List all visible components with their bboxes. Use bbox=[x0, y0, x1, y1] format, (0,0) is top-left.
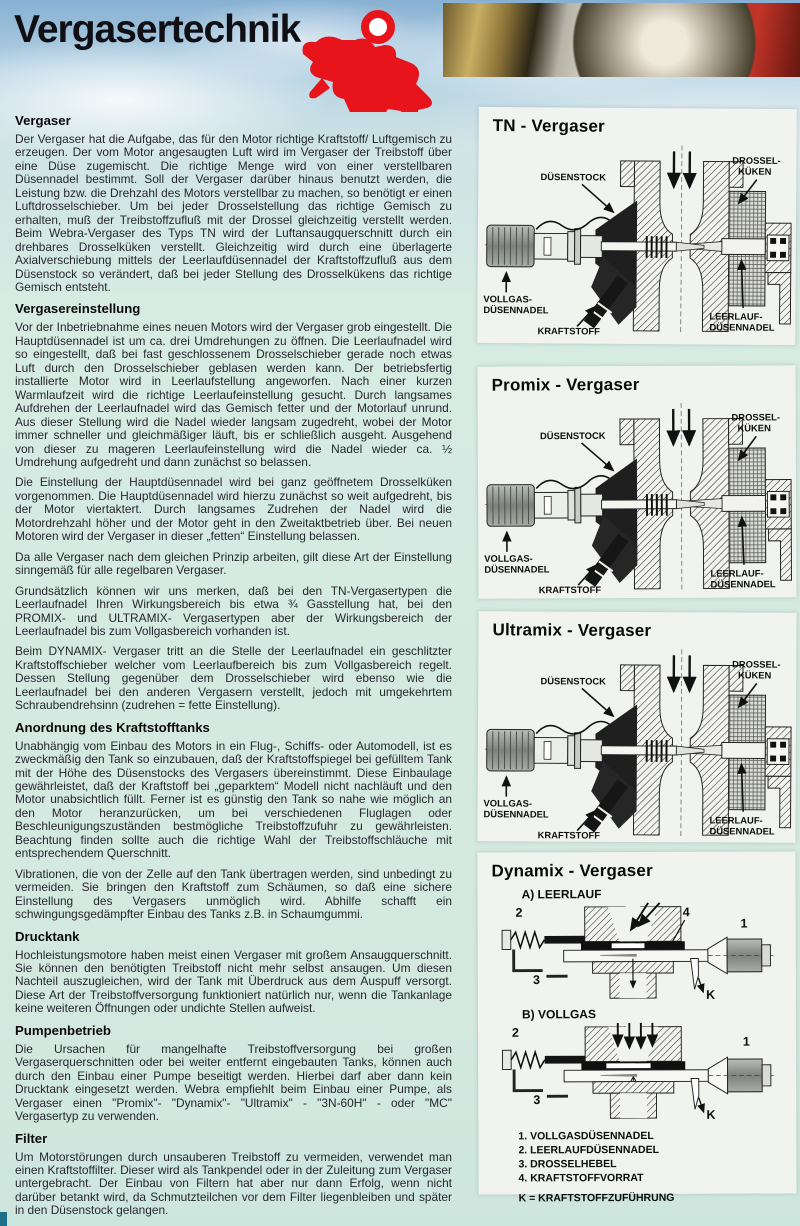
page-title: Vergasertechnik bbox=[14, 8, 301, 51]
svg-text:DROSSEL-: DROSSEL- bbox=[732, 659, 781, 670]
dynamix-sub-b-label: B) VOLLGAS bbox=[521, 1007, 596, 1022]
dynamix-legend bbox=[518, 1128, 796, 1205]
svg-text:3: 3 bbox=[532, 973, 540, 988]
legend-item: 2. LEERLAUFDÜSENNADEL bbox=[518, 1143, 660, 1157]
carburetor-cross-section bbox=[479, 396, 796, 595]
svg-text:KÜKEN: KÜKEN bbox=[737, 670, 772, 681]
dynamix-vollgas-diagram bbox=[487, 1020, 787, 1121]
diagram-panel-dynamix bbox=[477, 851, 796, 1205]
paragraph: Beim DYNAMIX- Vergaser tritt an die Stelle der Leerlaufnadel ein geschlitzter Kraftstoffschieber welcher vom Leerlaufbereich bis zum Vollgasbereich regelt. Dessen Stellung gegenüber dem Drosselschieber wird ebenso wie die Leerlaufnadel bei den anderen Vergasern verstellt, jedoch mit umgekehrtem Schraubendrehsinn (zudrehen = fette Einstellung). bbox=[15, 644, 452, 713]
paragraph: Unabhängig vom Einbau des Motors in ein Flug-, Schiffs- oder Automodell, ist es zweckmäßig den Tank so einzubauen, daß der Kraftstoffspiegel bei gefülltem Tank mit der Höhe des Düsenstocks des Vergasers übereinstimmt. Diese Einbaulage gewährleistet, daß der Kraftstoff bei „geparktem“ Modell nicht nachläuft und den Motor unabsichtlich füllt. Ferner ist es günstig den Tank so nahe wie möglich an den Motor heranzurücken, um bei verschiedenen Fluglagen oder Beschleunigungszuständen bestmögliche Treibstoffzufuhr zu gewährleisten. Beachtung finden sollte auch die richtige Wahl der Treibstoffschläuche mit entsprechendem Querschnitt. bbox=[15, 738, 452, 861]
section-heading: Vergaser bbox=[15, 113, 71, 128]
diagram-title: Promix - Vergaser bbox=[491, 374, 640, 395]
diagram-title: Dynamix - Vergaser bbox=[491, 860, 653, 881]
drosselkueken-label: DROSSEL- bbox=[732, 155, 781, 166]
dynamix-leerlauf-diagram bbox=[487, 900, 787, 1001]
paragraph: Um Motorstörungen durch unsauberen Treibstoff zu vermeiden, verwendet man einen Kraftstoffilter. Dieser wird als Tankpendel oder in der Zuleitung zum Vergaser untergebracht. Der Einbau von Filtern hat aber nur dann Erfolg, wenn nicht darüber betankt wird, da Schmutzteilchen vor dem Filter liegenbleiben und später in den Düsenstock gelangen. bbox=[15, 1149, 452, 1218]
diagram-title: TN - Vergaser bbox=[492, 115, 605, 136]
section-heading: Anordnung des Kraftstofftanks bbox=[15, 719, 210, 735]
paragraph: Die Ursachen für mangelhafte Treibstoffversorgung bei großen Vergaserquerschnitten oder bei weiter entfernt eingebauten Tanks, können auch durch den Einbau einer Pumpe beseitigt werden. Hierbei darf aber dann kein Drucktank eingesetzt werden. Webra empfiehlt beim Einbau einer Pumpe, als Vergaser einen "Promix"- "Dynamix"- "Ultramix" - "3N-60H" - oder "MC" Vergasertyp zu verwenden. bbox=[15, 1041, 452, 1124]
svg-text:DÜSENNADEL: DÜSENNADEL bbox=[709, 826, 775, 837]
svg-text:1: 1 bbox=[740, 916, 748, 931]
diagram-panel-ultramix bbox=[477, 611, 796, 843]
paragraph: Da alle Vergaser nach dem gleichen Prinzip arbeiten, gilt diese Art der Einstellung sinngemäß für alle regelbaren Vergaser. bbox=[15, 549, 452, 578]
svg-text:LEERLAUF-: LEERLAUF- bbox=[709, 815, 763, 826]
carburetor-icon bbox=[286, 6, 438, 112]
paragraph: Grundsätzlich können wir uns merken, daß bei den TN-Vergasertypen die Leerlaufnadel Ihren Wirkungsbereich bis etwa ¾ Gasstellung hat, bei den PROMIX- und ULTRAMIX- Vergasertypen aber der Wirkungsbereich der Leerlaufnadel bis zum Vollgasbereich vorhanden ist. bbox=[15, 583, 452, 638]
svg-text:LEERLAUF-: LEERLAUF- bbox=[710, 568, 764, 579]
paragraph: Hochleistungsmotore haben meist einen Vergaser mit großem Ansaugquerschnitt. Sie können den benötigten Treibstoff nicht mehr selbst ansaugen. Um diesen Nachteil auszugleichen, wird der Tank mit Überdruck aus dem Auspuff versorgt. Diese Art der Treibstoffversorgung funktioniert natürlich nur, wenn die Tankanlage keine weiteren Öffnungen oder undichte Stellen aufweist. bbox=[15, 947, 452, 1016]
carburetor-cross-section bbox=[478, 642, 795, 842]
svg-text:DÜSENNADEL: DÜSENNADEL bbox=[710, 579, 776, 590]
legend-item: K = KRAFTSTOFFZUFÜHRUNG bbox=[518, 1191, 675, 1205]
paragraph: Vor der Inbetriebnahme eines neuen Motors wird der Vergaser grob eingestellt. Die Hauptdüsennadel ist um ca. drei Umdrehungen zu öffnen. Die Leerlaufnadel wird so eingestellt, daß bei fast geschlossenem Drosselschieber gerade noch etwas Luft durch den Drosselschieber geblasen werden kann. Der betriebsfertig installierte Motor wird in Leerlaufstellung angeworfen. Nach einer kurzen Warmlaufzeit wird die richtige Leerlaufeinstellung gesucht. Durch langsames Aufdrehen der Leerlaufnadel wird das Gemisch fetter und der Motorlauf unrund. Aus dieser Stellung wird die Nadel wieder langsam zugedreht, wobei der Motor immer schneller und gleichmäßiger läuft, bis er schließlich ausgeht. Ausgehend von dieser zu mageren Leerlaufeinstellung wird die Nadel wieder ca. ½ Umdrehung aufgedreht und dann zunächst so belassen. bbox=[15, 320, 452, 469]
legend-item: 1. VOLLGASDÜSENNADEL bbox=[518, 1129, 654, 1143]
paragraph: Vibrationen, die von der Zelle auf den Tank übertragen werden, sind unbedingt zu vermeiden. Sie bringen den Kraftstoff zum Schäumen, so daß eine sichere Einstellung des Vergasers unmöglich wird. Abhilfe schafft ein schwingungsgedämpfter Einbau des Tanks z.B. in Schaumgummi. bbox=[15, 866, 452, 922]
svg-text:KRAFTSTOFF: KRAFTSTOFF bbox=[538, 584, 602, 596]
vollgas-needle-assembly bbox=[487, 475, 704, 526]
carburetor-cross-section bbox=[478, 138, 795, 338]
svg-text:VOLLGAS-: VOLLGAS- bbox=[483, 798, 532, 809]
svg-text:DÜSENNADEL: DÜSENNADEL bbox=[483, 304, 549, 316]
section-heading: Pumpenbetrieb bbox=[15, 1022, 111, 1038]
svg-text:DÜSENSTOCK: DÜSENSTOCK bbox=[540, 676, 606, 687]
leerlauf-needle bbox=[722, 239, 766, 255]
paragraph: Die Einstellung der Hauptdüsennadel wird bei ganz geöffnetem Drosselküken vorgenommen. Die Hauptdüsennadel wird hierzu zunächst so weit aufgedreht, bis der Motor viertaktert. Durch langsames Zudrehen der Nadel wird die Motordrehzahl höher und der Motor geht in den Zweitaktbetrieb über. Bei neuen Motoren wird der Vergaser in dieser „fetten“ Einstellung belassen. bbox=[15, 475, 452, 544]
article-column bbox=[15, 106, 452, 1225]
svg-text:2: 2 bbox=[512, 1025, 520, 1040]
duesenstock-label: DÜSENSTOCK bbox=[540, 172, 607, 183]
section-heading: Drucktank bbox=[15, 928, 80, 944]
engine-parts-photo bbox=[443, 3, 800, 77]
diagram-panel-promix bbox=[477, 365, 796, 598]
dynamix-sub-a-label: A) LEERLAUF bbox=[521, 887, 602, 902]
paragraph: Der Vergaser hat die Aufgabe, das für den Motor richtige Kraftstoff/ Luftgemisch zu erzeugen. Der vom Motor angesaugten Luft wird im Vergaser der Treibstoff über eine Düse zugemischt. Die richtige Menge wird von einer verstellbaren Düsennadel bestimmt. Soll der Vergaser darüber hinaus benutzt werden, die Leistung bzw. die Drehzahl des Motors verstellbar zu machen, so benötigt er einen Luftdrosselschieber. Um bei jeder Drosselstellung das richtige Gemisch zu erhalten, muß der Treibstoffzufluß mit der Drossel gleichzeitig verstellt werden. Beim Webra-Vergaser des Typs TN wird der Luftansaugquerschnitt durch ein drehbares Drosselküken verstellt. Gleichzeitig wird durch eine überlagerte Axialverschiebung mittels der Leerlaufdüsennadel der Kraftstoffzufluß aus dem Düsenstock so verändert, daß bei jeder Stellung des Drosselkükens das richtige Gemisch entsteht. bbox=[15, 132, 452, 294]
svg-text:4: 4 bbox=[682, 905, 690, 920]
svg-text:DÜSENNADEL: DÜSENNADEL bbox=[484, 564, 550, 575]
svg-text:KÜKEN: KÜKEN bbox=[738, 166, 772, 177]
leerlauf-label: LEERLAUF- bbox=[709, 311, 763, 322]
svg-text:DÜSENNADEL: DÜSENNADEL bbox=[483, 809, 549, 820]
svg-text:DÜSENSTOCK: DÜSENSTOCK bbox=[540, 430, 606, 442]
legend-item: 3. DROSSELHEBEL bbox=[518, 1158, 617, 1171]
diagram-title: Ultramix - Vergaser bbox=[492, 620, 652, 641]
section-heading: Vergasereinstellung bbox=[15, 301, 141, 317]
svg-text:VOLLGAS-: VOLLGAS- bbox=[484, 553, 533, 564]
svg-text:1: 1 bbox=[742, 1034, 750, 1049]
svg-text:3: 3 bbox=[533, 1093, 541, 1108]
vollgas-label: VOLLGAS- bbox=[483, 294, 532, 305]
diagram-panel-tn bbox=[477, 107, 797, 345]
kraftstoff-label: KRAFTSTOFF bbox=[537, 326, 600, 337]
legend-item: 4. KRAFTSTOFFVORRAT bbox=[518, 1171, 644, 1185]
svg-text:KRAFTSTOFF: KRAFTSTOFF bbox=[537, 830, 601, 841]
svg-text:K: K bbox=[706, 1107, 716, 1122]
section-heading: Filter bbox=[15, 1130, 48, 1146]
corner-tab bbox=[0, 1212, 7, 1226]
svg-text:2: 2 bbox=[515, 905, 523, 920]
svg-text:K: K bbox=[706, 987, 716, 1002]
svg-text:DROSSEL-: DROSSEL- bbox=[731, 412, 780, 423]
svg-text:KÜKEN: KÜKEN bbox=[737, 423, 771, 434]
svg-text:DÜSENNADEL: DÜSENNADEL bbox=[709, 322, 775, 333]
